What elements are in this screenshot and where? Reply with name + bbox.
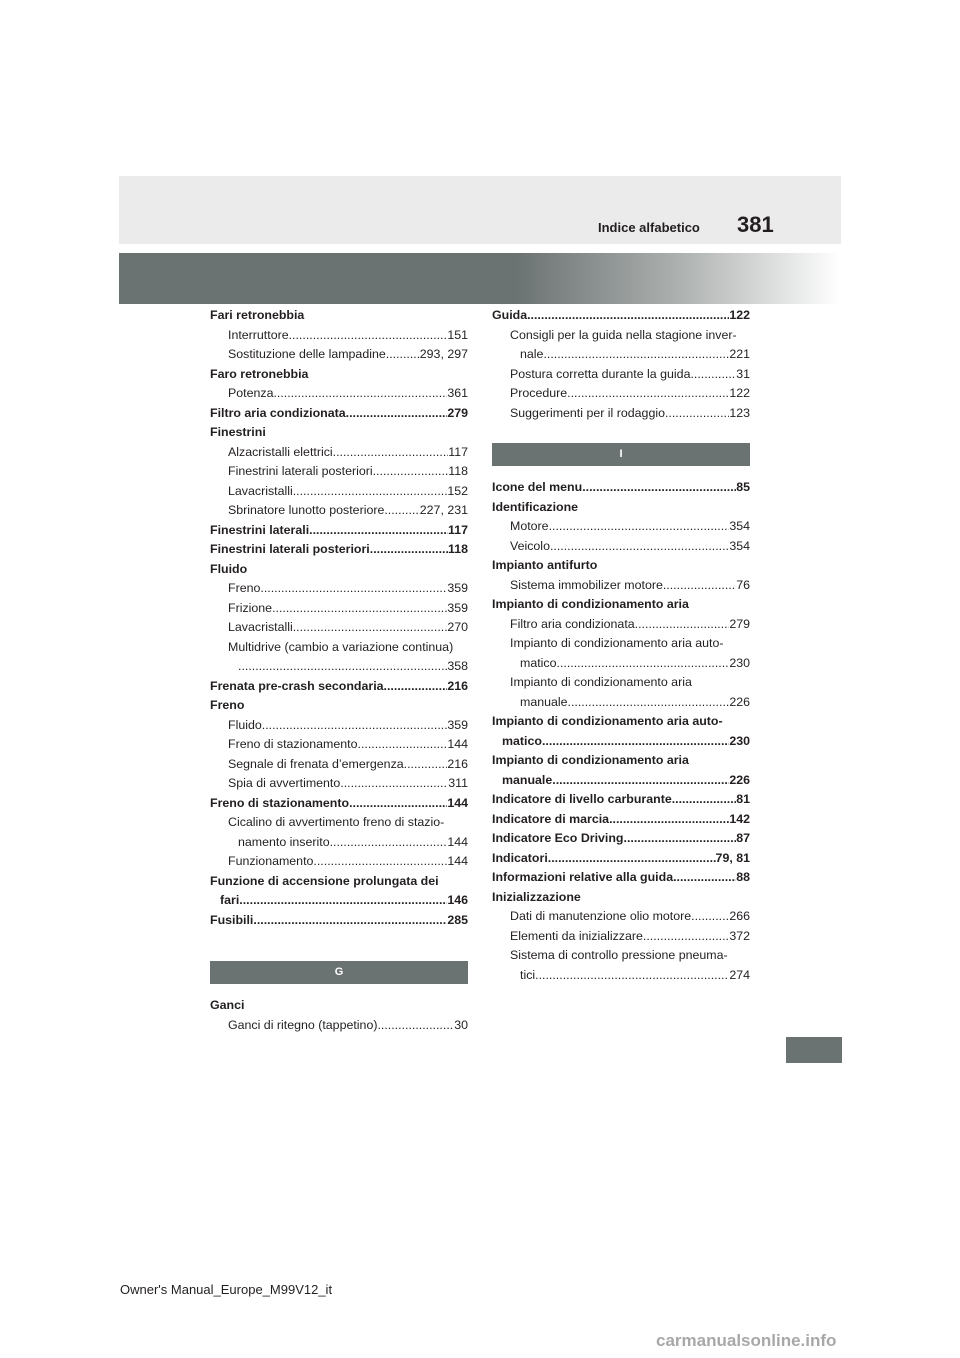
letter-divider-g: G	[210, 961, 468, 984]
index-entry: Fusibili ..... 285	[210, 911, 468, 931]
index-heading: Inizializzazione	[492, 889, 581, 904]
index-subentry: Suggerimenti per il rodaggio ..... 123	[492, 404, 750, 424]
index-subentry: Fluido ..... 359	[210, 716, 468, 736]
index-entry: Finestrini laterali posteriori ..... 118	[210, 540, 468, 560]
index-entry: Indicatore di marcia ..... 142	[492, 810, 750, 830]
chapter-band	[119, 253, 841, 304]
index-subentry: Dati di manutenzione olio motore ..... 266	[492, 907, 750, 927]
index-heading: Fari retronebbia	[210, 308, 305, 322]
index-heading: Impianto di condizionamento aria	[492, 597, 689, 611]
index-heading: Freno	[210, 698, 245, 712]
index-subentry: Finestrini laterali posteriori ..... 118	[210, 462, 468, 482]
index-subentry: Lavacristalli ..... 152	[210, 482, 468, 502]
index-subentry-continuation: ..... 358	[210, 657, 468, 677]
footer-manual-name: Owner's Manual_Europe_M99V12_it	[120, 1282, 333, 1297]
index-subentry: Freno ..... 359	[210, 579, 468, 599]
index-heading: Funzione di accensione prolungata dei	[210, 873, 439, 888]
index-subentry: Motore ..... 354	[492, 517, 750, 537]
index-subentry: Sistema immobilizer motore ..... 76	[492, 576, 750, 596]
header-band	[119, 176, 841, 244]
index-subentry-continuation: nale ..... 221	[492, 345, 750, 365]
index-subentry-continuation: matico ..... 230	[492, 654, 750, 674]
index-heading: Identificazione	[492, 499, 579, 514]
index-subentry: Veicolo ..... 354	[492, 537, 750, 557]
index-entry: Informazioni relative alla guida ..... 88	[492, 868, 750, 888]
section-title: Indice alfabetico	[598, 220, 700, 235]
index-heading: Ganci	[210, 998, 245, 1012]
index-subentry: Alzacristalli elettrici ..... 117	[210, 443, 468, 463]
index-subentry: Frizione ..... 359	[210, 599, 468, 619]
index-entry: Indicatori ..... 79, 81	[492, 849, 750, 869]
index-heading: Faro retronebbia	[210, 366, 309, 381]
index-subentry-text: Sistema di controllo pressione pneuma-	[510, 948, 728, 962]
index-subentry: Filtro aria condizionata ..... 279	[492, 615, 750, 635]
index-entry-continuation: manuale ..... 226	[492, 771, 750, 791]
index-entry-continuation: matico ..... 230	[492, 732, 750, 752]
index-subentry: Procedure ..... 122	[492, 384, 750, 404]
letter-divider-i: I	[492, 443, 750, 466]
index-column-left	[210, 306, 468, 1035]
index-subentry: Ganci di ritegno (tappetino) ..... 30	[210, 1016, 468, 1036]
index-subentry: Sostituzione delle lampadine ..... 293, 297	[210, 345, 468, 365]
index-subentry: Postura corretta durante la guida ..... 31	[492, 365, 750, 385]
thumb-index-tab	[786, 1037, 842, 1063]
index-subentry: Interruttore ..... 151	[210, 326, 468, 346]
index-subentry: Freno di stazionamento ..... 144	[210, 735, 468, 755]
index-column-right	[492, 306, 750, 985]
index-subentry: Elementi da inizializzare ..... 372	[492, 927, 750, 947]
index-heading: Finestrini	[210, 425, 266, 439]
index-entry: Guida ..... 122	[492, 306, 750, 326]
index-subentry: Spia di avvertimento ..... 311	[210, 774, 468, 794]
index-subentry-continuation: namento inserito ..... 144	[210, 833, 468, 853]
page-number: 381	[737, 212, 774, 237]
index-subentry-continuation: tici ..... 274	[492, 966, 750, 986]
index-subentry-text: Multidrive (cambio a variazione continua)	[228, 639, 454, 654]
index-heading: Impianto di condizionamento aria auto-	[492, 714, 723, 728]
index-subentry-text: Consigli per la guida nella stagione inver-	[510, 327, 737, 342]
index-heading: Impianto antifurto	[492, 558, 598, 572]
index-subentry-text: Cicalino di avvertimento freno di stazio-	[228, 815, 445, 829]
index-entry: Indicatore di livello carburante ..... 81	[492, 790, 750, 810]
index-entry: Icone del menu ..... 85	[492, 478, 750, 498]
index-subentry-text: Impianto di condizionamento aria	[510, 675, 692, 689]
index-entry: Indicatore Eco Driving ..... 87	[492, 829, 750, 849]
index-subentry: Funzionamento ..... 144	[210, 852, 468, 872]
index-subentry: Potenza ..... 361	[210, 384, 468, 404]
index-subentry-continuation: manuale ..... 226	[492, 693, 750, 713]
index-subentry: Sbrinatore lunotto posteriore ..... 227, 231	[210, 501, 468, 521]
index-entry-continuation: fari ..... 146	[210, 891, 468, 911]
watermark: carmanualsonline.info	[656, 1331, 837, 1350]
index-heading: Impianto di condizionamento aria	[492, 753, 689, 767]
index-subentry-text: Impianto di condizionamento aria auto-	[510, 636, 724, 650]
index-entry: Frenata pre-crash secondaria ..... 216	[210, 677, 468, 697]
index-subentry: Lavacristalli ..... 270	[210, 618, 468, 638]
index-entry: Finestrini laterali ..... 117	[210, 521, 468, 541]
index-heading: Fluido	[210, 561, 248, 576]
index-entry: Filtro aria condizionata ..... 279	[210, 404, 468, 424]
index-entry: Freno di stazionamento ..... 144	[210, 794, 468, 814]
index-subentry: Segnale di frenata d’emergenza ..... 216	[210, 755, 468, 775]
